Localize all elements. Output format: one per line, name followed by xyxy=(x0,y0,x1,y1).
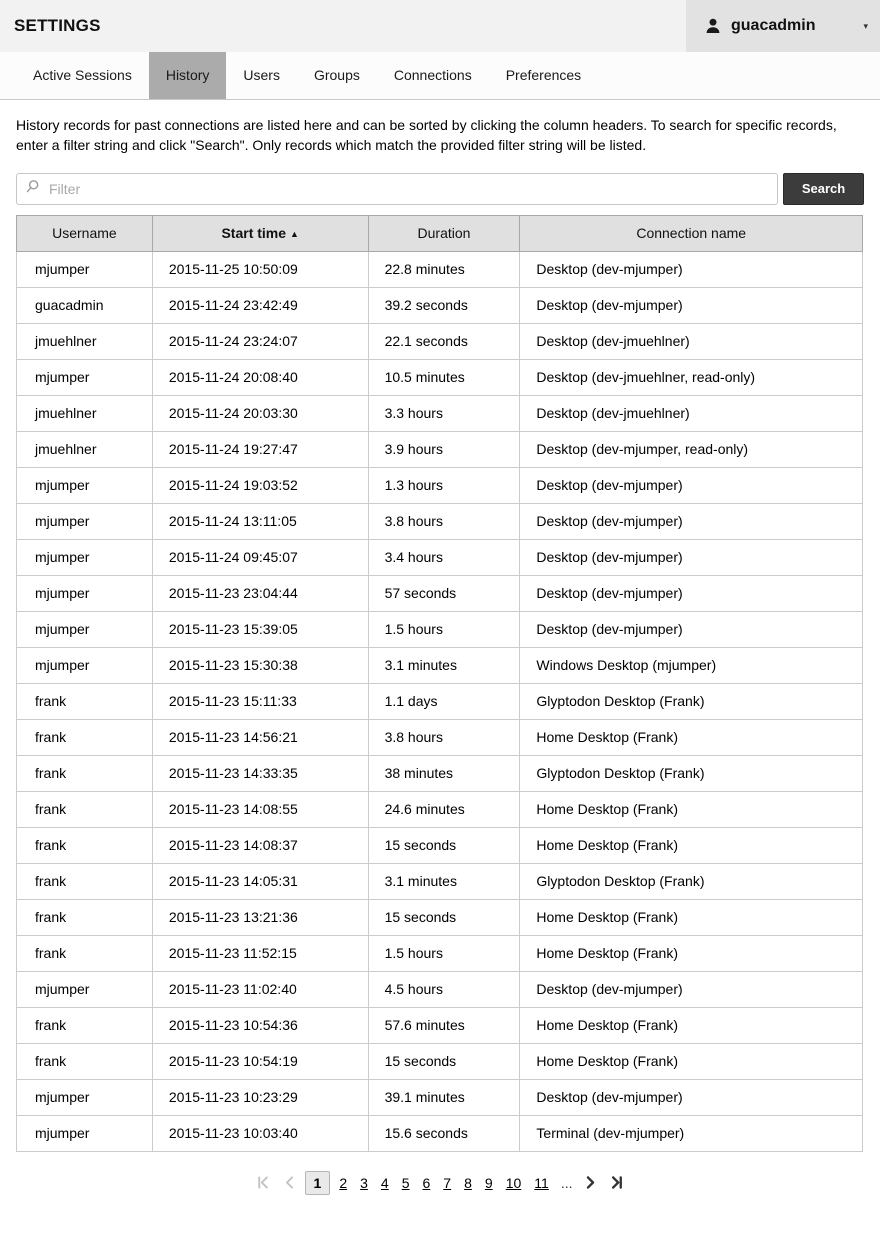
connection-name-cell: Home Desktop (Frank) xyxy=(520,899,863,935)
tab-history[interactable]: History xyxy=(149,52,227,99)
connection-name-cell: Home Desktop (Frank) xyxy=(520,827,863,863)
page-link-2[interactable]: 2 xyxy=(339,1174,348,1191)
page-link-10[interactable]: 10 xyxy=(505,1174,522,1191)
connection-name-cell: Home Desktop (Frank) xyxy=(520,1043,863,1079)
duration-cell: 15 seconds xyxy=(368,899,520,935)
username-cell: frank xyxy=(17,719,153,755)
start-time-cell: 2015-11-23 23:04:44 xyxy=(152,575,368,611)
connection-name-cell: Desktop (dev-mjumper) xyxy=(520,467,863,503)
duration-cell: 3.9 hours xyxy=(368,431,520,467)
table-row xyxy=(17,863,863,899)
duration-cell: 1.1 days xyxy=(368,683,520,719)
connection-name-cell: Glyptodon Desktop (Frank) xyxy=(520,863,863,899)
table-row xyxy=(17,1115,863,1151)
username-cell: frank xyxy=(17,935,153,971)
duration-cell: 15.6 seconds xyxy=(368,1115,520,1151)
pagination xyxy=(0,1171,880,1195)
tab-groups[interactable]: Groups xyxy=(313,67,360,83)
table-row xyxy=(17,359,863,395)
connection-name-cell: Windows Desktop (mjumper) xyxy=(520,647,863,683)
page-ellipsis: ... xyxy=(560,1174,573,1191)
page-link-9[interactable]: 9 xyxy=(484,1174,493,1191)
page-link-5[interactable]: 5 xyxy=(401,1174,410,1191)
start-time-cell: 2015-11-24 23:24:07 xyxy=(152,323,368,359)
duration-cell: 3.1 minutes xyxy=(368,647,520,683)
last-page-icon[interactable] xyxy=(606,1172,627,1193)
table-row xyxy=(17,287,863,323)
prev-page-icon[interactable] xyxy=(279,1172,300,1193)
start-time-cell: 2015-11-25 10:50:09 xyxy=(152,251,368,287)
duration-cell: 3.3 hours xyxy=(368,395,520,431)
duration-cell: 22.8 minutes xyxy=(368,251,520,287)
username-label: guacadmin xyxy=(731,17,816,34)
connection-name-cell: Desktop (dev-jmuehlner, read-only) xyxy=(520,359,863,395)
start-time-cell: 2015-11-24 19:03:52 xyxy=(152,467,368,503)
start-time-cell: 2015-11-23 14:08:37 xyxy=(152,827,368,863)
start-time-cell: 2015-11-23 14:33:35 xyxy=(152,755,368,791)
table-row xyxy=(17,971,863,1007)
connection-name-cell: Desktop (dev-jmuehlner) xyxy=(520,323,863,359)
connection-name-cell: Desktop (dev-mjumper, read-only) xyxy=(520,431,863,467)
table-row xyxy=(17,251,863,287)
start-time-cell: 2015-11-23 15:39:05 xyxy=(152,611,368,647)
start-time-cell: 2015-11-23 10:23:29 xyxy=(152,1079,368,1115)
username-cell: mjumper xyxy=(17,539,153,575)
username-cell: mjumper xyxy=(17,1079,153,1115)
page-link-1[interactable]: 1 xyxy=(305,1171,331,1195)
duration-cell: 39.2 seconds xyxy=(368,287,520,323)
duration-cell: 39.1 minutes xyxy=(368,1079,520,1115)
table-row xyxy=(17,1007,863,1043)
connection-name-cell: Desktop (dev-mjumper) xyxy=(520,575,863,611)
start-time-cell: 2015-11-23 10:54:19 xyxy=(152,1043,368,1079)
username-cell: frank xyxy=(17,863,153,899)
username-cell: mjumper xyxy=(17,647,153,683)
username-cell: frank xyxy=(17,1043,153,1079)
search-icon xyxy=(25,179,40,199)
start-time-cell: 2015-11-24 19:27:47 xyxy=(152,431,368,467)
tab-users[interactable]: Users xyxy=(243,67,280,83)
start-time-cell: 2015-11-23 14:08:55 xyxy=(152,791,368,827)
column-header-duration[interactable]: Duration xyxy=(368,215,520,251)
connection-name-cell: Desktop (dev-mjumper) xyxy=(520,287,863,323)
page-link-6[interactable]: 6 xyxy=(422,1174,431,1191)
table-row xyxy=(17,935,863,971)
filter-input[interactable] xyxy=(47,180,769,198)
app-header xyxy=(0,0,880,52)
start-time-cell: 2015-11-24 09:45:07 xyxy=(152,539,368,575)
column-header-connection-name[interactable]: Connection name xyxy=(520,215,863,251)
filter-input-wrap xyxy=(16,173,778,205)
start-time-cell: 2015-11-23 15:11:33 xyxy=(152,683,368,719)
connection-name-cell: Glyptodon Desktop (Frank) xyxy=(520,683,863,719)
table-row xyxy=(17,539,863,575)
table-row xyxy=(17,755,863,791)
duration-cell: 22.1 seconds xyxy=(368,323,520,359)
connection-name-cell: Desktop (dev-mjumper) xyxy=(520,251,863,287)
sort-ascending-icon: ▲ xyxy=(290,229,299,240)
table-row xyxy=(17,683,863,719)
page-title: SETTINGS xyxy=(14,16,101,35)
history-description: History records for past connections are listed here and can be sorted by clicking the column headers. To search for specific records, enter a filter string and click "Search". Only records which match the provided filter string will be listed. xyxy=(16,117,837,154)
user-icon xyxy=(704,17,722,35)
history-table xyxy=(16,215,863,1152)
start-time-cell: 2015-11-23 11:52:15 xyxy=(152,935,368,971)
username-cell: frank xyxy=(17,683,153,719)
start-time-cell: 2015-11-23 14:56:21 xyxy=(152,719,368,755)
username-cell: jmuehlner xyxy=(17,395,153,431)
duration-cell: 3.1 minutes xyxy=(368,863,520,899)
duration-cell: 24.6 minutes xyxy=(368,791,520,827)
username-cell: frank xyxy=(17,899,153,935)
connection-name-cell: Desktop (dev-mjumper) xyxy=(520,539,863,575)
connection-name-cell: Home Desktop (Frank) xyxy=(520,791,863,827)
table-row xyxy=(17,647,863,683)
duration-cell: 57.6 minutes xyxy=(368,1007,520,1043)
table-row xyxy=(17,431,863,467)
tab-active-sessions[interactable]: Active Sessions xyxy=(33,67,132,83)
search-button[interactable]: Search xyxy=(783,173,864,205)
username-cell: guacadmin xyxy=(17,287,153,323)
username-cell: frank xyxy=(17,827,153,863)
duration-cell: 1.5 hours xyxy=(368,935,520,971)
start-time-cell: 2015-11-23 11:02:40 xyxy=(152,971,368,1007)
table-row xyxy=(17,899,863,935)
username-cell: mjumper xyxy=(17,467,153,503)
page-links xyxy=(305,1171,553,1195)
table-row xyxy=(17,791,863,827)
duration-cell: 15 seconds xyxy=(368,1043,520,1079)
username-cell: mjumper xyxy=(17,1115,153,1151)
connection-name-cell: Home Desktop (Frank) xyxy=(520,1007,863,1043)
chevron-down-icon: ▾ xyxy=(863,20,868,31)
tab-bar xyxy=(0,52,880,100)
duration-cell: 1.5 hours xyxy=(368,611,520,647)
table-row xyxy=(17,611,863,647)
username-cell: mjumper xyxy=(17,575,153,611)
connection-name-cell: Desktop (dev-mjumper) xyxy=(520,1079,863,1115)
table-header-row xyxy=(17,215,863,251)
table-row xyxy=(17,467,863,503)
username-cell: frank xyxy=(17,755,153,791)
page-link-4[interactable]: 4 xyxy=(380,1174,389,1191)
table-row xyxy=(17,323,863,359)
connection-name-cell: Desktop (dev-mjumper) xyxy=(520,611,863,647)
duration-cell: 1.3 hours xyxy=(368,467,520,503)
tab-preferences[interactable]: Preferences xyxy=(505,67,582,83)
connection-name-cell: Home Desktop (Frank) xyxy=(520,935,863,971)
duration-cell: 15 seconds xyxy=(368,827,520,863)
table-row xyxy=(17,395,863,431)
table-row xyxy=(17,1079,863,1115)
start-time-cell: 2015-11-24 20:03:30 xyxy=(152,395,368,431)
table-body xyxy=(17,251,863,1151)
connection-name-cell: Desktop (dev-mjumper) xyxy=(520,503,863,539)
next-page-icon[interactable] xyxy=(580,1172,601,1193)
username-cell: mjumper xyxy=(17,503,153,539)
connection-name-cell: Terminal (dev-mjumper) xyxy=(520,1115,863,1151)
username-cell: mjumper xyxy=(17,971,153,1007)
username-cell: frank xyxy=(17,791,153,827)
page-link-3[interactable]: 3 xyxy=(360,1174,368,1191)
page-link-11[interactable]: 11 xyxy=(534,1174,549,1191)
username-cell: mjumper xyxy=(17,611,153,647)
duration-cell: 3.8 hours xyxy=(368,503,520,539)
table-row xyxy=(17,503,863,539)
page-link-8[interactable]: 8 xyxy=(464,1174,472,1191)
duration-cell: 57 seconds xyxy=(368,575,520,611)
duration-cell: 38 minutes xyxy=(368,755,520,791)
user-menu[interactable] xyxy=(686,0,880,52)
column-header-username[interactable]: Username xyxy=(17,215,153,251)
duration-cell: 4.5 hours xyxy=(368,971,520,1007)
connection-name-cell: Home Desktop (Frank) xyxy=(520,719,863,755)
username-cell: mjumper xyxy=(17,359,153,395)
connection-name-cell: Glyptodon Desktop (Frank) xyxy=(520,755,863,791)
duration-cell: 3.8 hours xyxy=(368,719,520,755)
username-cell: jmuehlner xyxy=(17,323,153,359)
connection-name-cell: Desktop (dev-jmuehlner) xyxy=(520,395,863,431)
start-time-cell: 2015-11-23 15:30:38 xyxy=(152,647,368,683)
start-time-cell: 2015-11-24 23:42:49 xyxy=(152,287,368,323)
start-time-cell: 2015-11-23 14:05:31 xyxy=(152,863,368,899)
duration-cell: 10.5 minutes xyxy=(368,359,520,395)
first-page-icon[interactable] xyxy=(253,1172,274,1193)
tab-connections[interactable]: Connections xyxy=(393,67,472,83)
username-cell: frank xyxy=(17,1007,153,1043)
table-row xyxy=(17,827,863,863)
duration-cell: 3.4 hours xyxy=(368,539,520,575)
table-row xyxy=(17,1043,863,1079)
filter-bar xyxy=(16,173,864,205)
connection-name-cell: Desktop (dev-mjumper) xyxy=(520,971,863,1007)
table-row xyxy=(17,575,863,611)
page-link-7[interactable]: 7 xyxy=(443,1174,452,1191)
table-row xyxy=(17,719,863,755)
start-time-cell: 2015-11-24 20:08:40 xyxy=(152,359,368,395)
column-header-start-time[interactable]: Start time ▲ xyxy=(152,215,368,251)
username-cell: mjumper xyxy=(17,251,153,287)
username-cell: jmuehlner xyxy=(17,431,153,467)
start-time-cell: 2015-11-23 10:03:40 xyxy=(152,1115,368,1151)
start-time-cell: 2015-11-24 13:11:05 xyxy=(152,503,368,539)
start-time-cell: 2015-11-23 13:21:36 xyxy=(152,899,368,935)
start-time-cell: 2015-11-23 10:54:36 xyxy=(152,1007,368,1043)
